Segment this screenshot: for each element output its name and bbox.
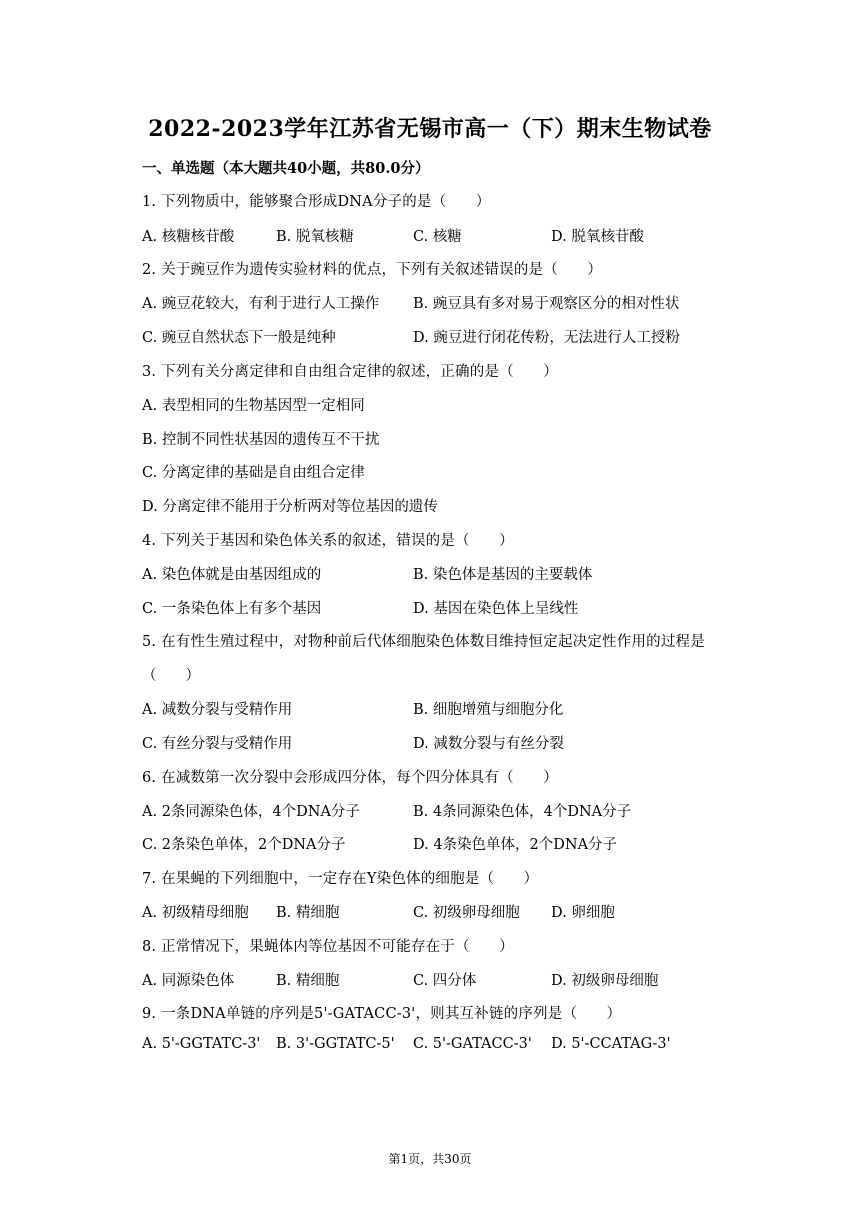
option-c: C. 有丝分裂与受精作用 [142,736,293,752]
option-c: C. 初级卵母细胞 [413,905,520,921]
option-a: A. 核糖核苷酸 [142,229,235,245]
option-c: C. 核糖 [413,229,462,245]
option-b: B. 脱氧核糖 [276,229,354,245]
option-c: C. 分离定律的基础是自由组合定律 [142,465,365,481]
question-stem: 9. 一条DNA单链的序列是5'-GATACC-3'，则其互补链的序列是（ ） [142,1006,622,1022]
option-d: D. 脱氧核苷酸 [551,229,644,245]
question-stem: 2. 关于豌豆作为遗传实验材料的优点，下列有关叙述错误的是（ ） [142,262,603,278]
option-b: B. 4条同源染色体，4个DNA分子 [413,804,632,820]
option-d: D. 分离定律不能用于分析两对等位基因的遗传 [142,499,438,515]
question-stem: 8. 正常情况下，果蝇体内等位基因不可能存在于（ ） [142,939,514,955]
question-stem: 1. 下列物质中，能够聚合形成DNA分子的是（ ） [142,194,491,210]
option-d: D. 豌豆进行闭花传粉，无法进行人工授粉 [413,330,680,346]
page-footer: 第1页，共30页 [388,1152,472,1166]
question-stem: 6. 在减数第一次分裂中会形成四分体，每个四分体具有（ ） [142,770,558,786]
option-c: C. 2条染色单体，2个DNA分子 [142,837,346,853]
option-d: D. 初级卵母细胞 [551,973,659,989]
option-a: A. 染色体就是由基因组成的 [142,567,322,583]
option-a: A. 同源染色体 [142,973,235,989]
option-b: B. 3'-GGTATC-5' [276,1036,395,1052]
option-b: B. 精细胞 [276,973,340,989]
option-c: C. 5'-GATACC-3' [413,1036,532,1052]
option-d: D. 减数分裂与有丝分裂 [413,736,564,752]
option-a: A. 减数分裂与受精作用 [142,702,293,718]
question-stem: 5. 在有性生殖过程中，对物种前后代体细胞染色体数目维持恒定起决定性作用的过程是 [142,634,705,650]
option-b: B. 控制不同性状基因的遗传互不干扰 [142,432,380,448]
option-c: C. 一条染色体上有多个基因 [142,601,322,617]
option-a: A. 5'-GGTATC-3' [142,1036,261,1052]
option-a: A. 2条同源染色体，4个DNA分子 [142,804,360,820]
option-d: D. 卵细胞 [551,905,615,921]
question-stem-continuation: （ ） [142,668,200,684]
option-a: A. 表型相同的生物基因型一定相同 [142,398,365,414]
option-b: B. 精细胞 [276,905,340,921]
option-d: D. 4条染色单体，2个DNA分子 [413,837,618,853]
question-stem: 7. 在果蝇的下列细胞中，一定存在Y染色体的细胞是（ ） [142,871,539,887]
option-c: C. 豌豆自然状态下一般是纯种 [142,330,336,346]
option-b: B. 豌豆具有多对易于观察区分的相对性状 [413,296,680,312]
option-a: A. 初级精母细胞 [142,905,249,921]
option-b: B. 染色体是基因的主要载体 [413,567,593,583]
page-title: 2022-2023学年江苏省无锡市高一（下）期末生物试卷 [148,116,712,142]
question-stem: 4. 下列关于基因和染色体关系的叙述，错误的是（ ） [142,533,514,549]
option-b: B. 细胞增殖与细胞分化 [413,702,564,718]
question-stem: 3. 下列有关分离定律和自由组合定律的叙述，正确的是（ ） [142,364,558,380]
option-d: D. 基因在染色体上呈线性 [413,601,579,617]
option-d: D. 5'-CCATAG-3' [551,1036,671,1052]
section-header: 一、单选题（本大题共40小题，共80.0分） [142,160,430,177]
option-c: C. 四分体 [413,973,477,989]
option-a: A. 豌豆花较大，有利于进行人工操作 [142,296,380,312]
